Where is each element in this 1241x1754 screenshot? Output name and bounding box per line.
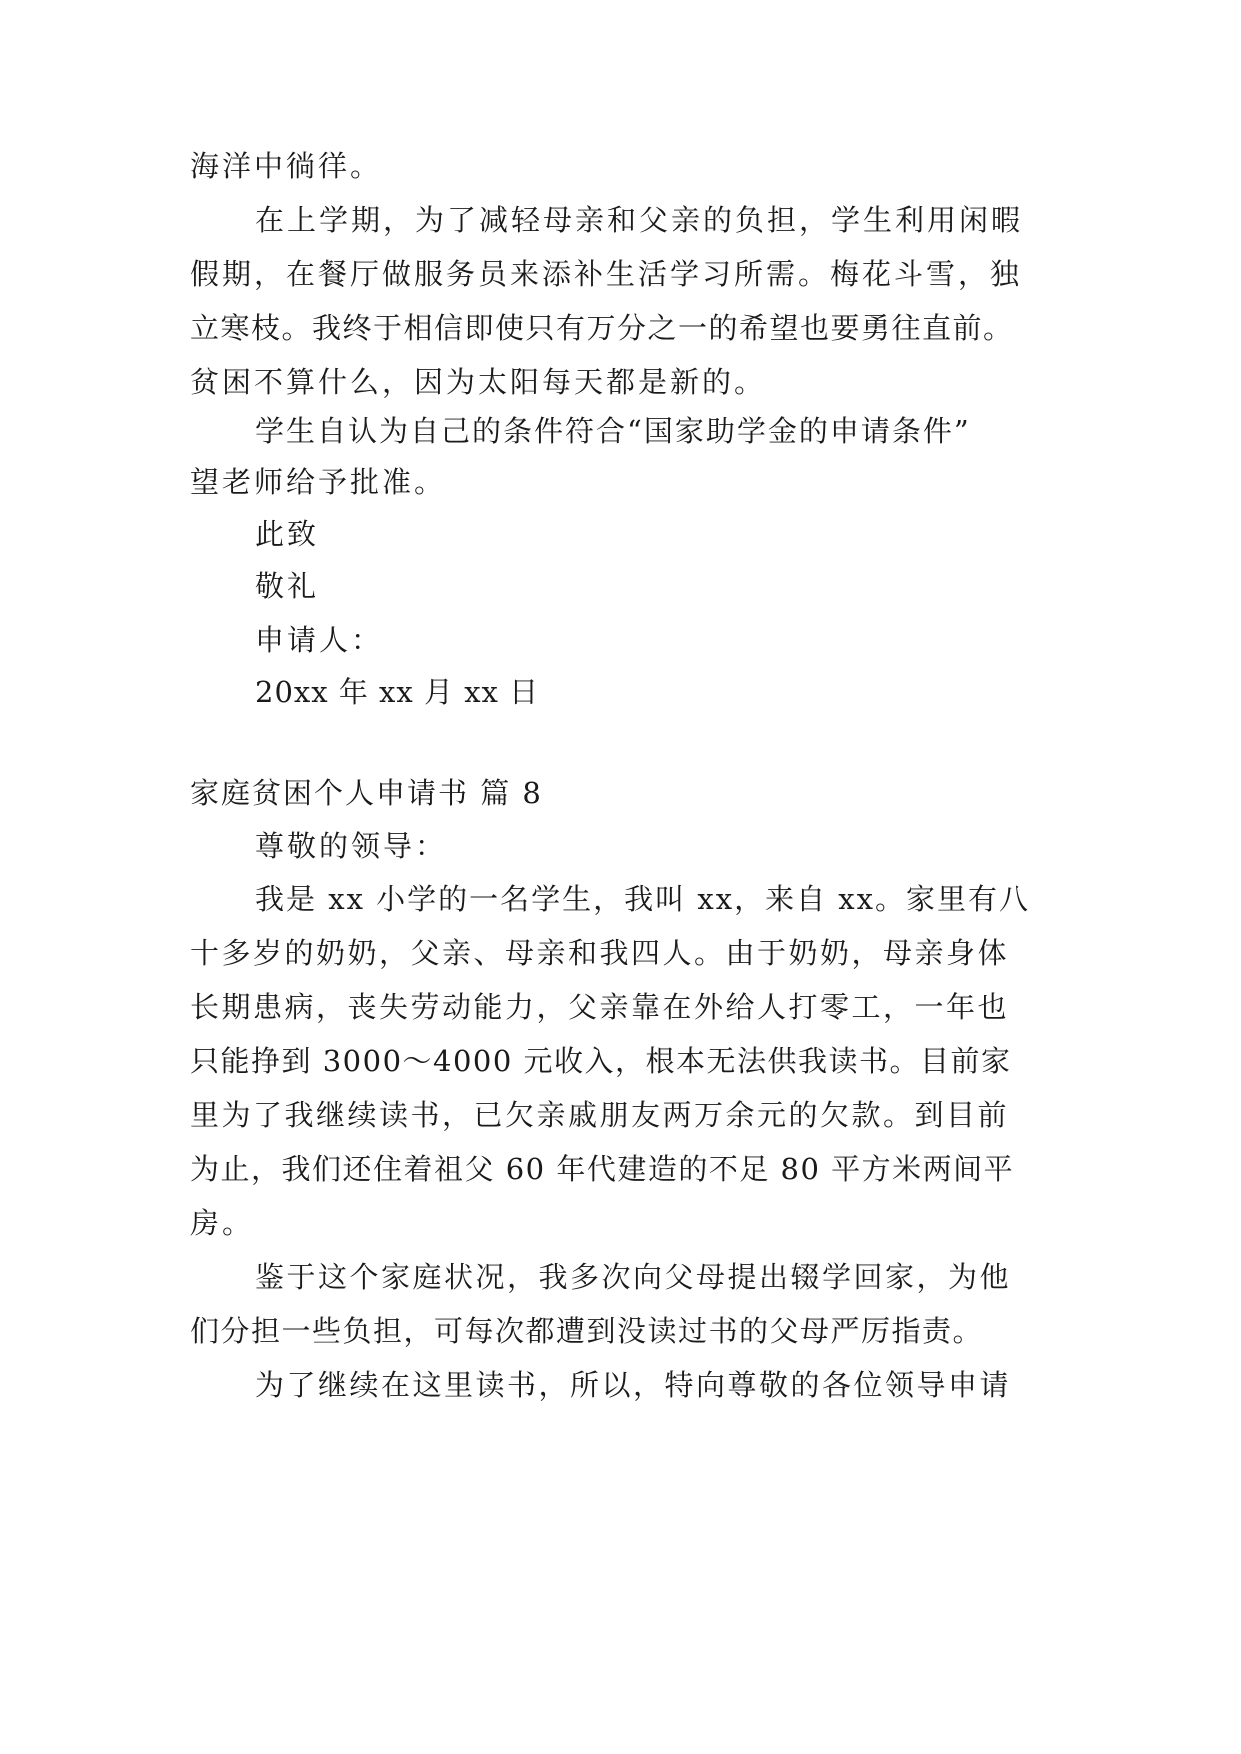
paragraph-line: 贫困不算什么，因为太阳每天都是新的。 bbox=[190, 365, 767, 399]
paragraph-line: 为止，我们还住着祖父 60 年代建造的不足 80 平方米两间平 bbox=[190, 1152, 1015, 1186]
paragraph-line: 立寒枝。我终于相信即使只有万分之一的希望也要勇往直前。 bbox=[190, 311, 1014, 345]
closing-text: 此致 bbox=[255, 517, 320, 551]
paragraph-line: 我是 xx 小学的一名学生，我叫 xx，来自 xx。家里有八 bbox=[255, 882, 1031, 916]
salute-text: 敬礼 bbox=[255, 569, 320, 603]
paragraph-line: 在上学期，为了减轻母亲和父亲的负担，学生利用闲暇 bbox=[255, 203, 1024, 237]
paragraph-line: 海洋中徜徉。 bbox=[190, 149, 383, 183]
greeting-text: 尊敬的领导： bbox=[255, 829, 448, 863]
paragraph-line: 假期，在餐厅做服务员来添补生活学习所需。梅花斗雪，独 bbox=[190, 257, 1023, 291]
paragraph-line: 房。 bbox=[190, 1206, 255, 1240]
paragraph-line: 里为了我继续读书，已欠亲戚朋友两万余元的欠款。到目前 bbox=[190, 1098, 1010, 1132]
paragraph-line: 学生自认为自己的条件符合“国家助学金的申请条件” bbox=[255, 414, 971, 448]
applicant-label: 申请人： bbox=[255, 623, 384, 657]
paragraph-line: 鉴于这个家庭状况，我多次向父母提出辍学回家，为他 bbox=[255, 1260, 1012, 1294]
paragraph-line: 十多岁的奶奶，父亲、母亲和我四人。由于奶奶，母亲身体 bbox=[190, 936, 1010, 970]
date-text: 20xx 年 xx 月 xx 日 bbox=[255, 675, 540, 709]
paragraph-line: 望老师给予批准。 bbox=[190, 465, 447, 499]
paragraph-line: 只能挣到 3000～4000 元收入，根本无法供我读书。目前家 bbox=[190, 1044, 1012, 1078]
paragraph-line: 们分担一些负担，可每次都遭到没读过书的父母严厉指责。 bbox=[190, 1314, 984, 1348]
paragraph-line: 长期患病，丧失劳动能力，父亲靠在外给人打零工，一年也 bbox=[190, 990, 1010, 1024]
section-title: 家庭贫困个人申请书 篇 8 bbox=[190, 776, 543, 810]
paragraph-line: 为了继续在这里读书，所以，特向尊敬的各位领导申请 bbox=[255, 1368, 1012, 1402]
